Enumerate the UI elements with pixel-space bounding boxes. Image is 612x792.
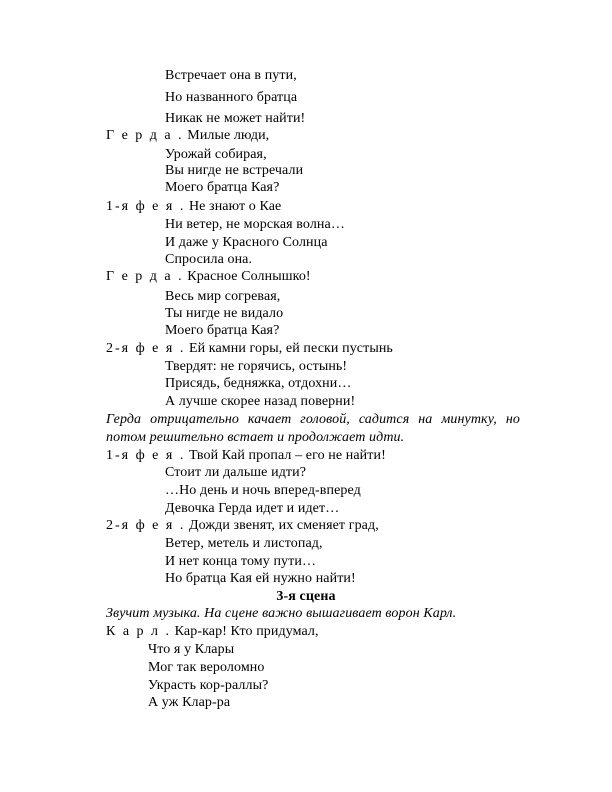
line-text: Милые люди,: [187, 128, 270, 143]
verse-line: Но братца Кая ей нужно найти!: [165, 571, 356, 586]
stage-direction: Звучит музыка. На сцене важно вышагивает ворон Карл.: [106, 606, 457, 621]
verse-line: Присядь, бедняжка, отдохни…: [165, 376, 352, 391]
line-text: Красное Солнышко!: [187, 269, 311, 284]
verse-line: И даже у Красного Солнца: [165, 235, 328, 250]
verse-line: Урожай собирая,: [165, 147, 267, 162]
dialogue-line: [106, 517, 379, 534]
speaker-name: Г е р д а .: [106, 128, 184, 143]
speaker-name: 1-я ф е я .: [106, 448, 186, 463]
speaker-name: 1-я ф е я .: [106, 199, 186, 214]
dialogue-line: [106, 268, 311, 285]
line-text: Дожди звенят, их сменяет град,: [188, 518, 379, 533]
verse-line: Моего братца Кая?: [165, 180, 280, 195]
verse-line: А лучше скорее назад поверни!: [165, 394, 356, 409]
verse-line: Весь мир согревая,: [165, 289, 281, 304]
dialogue-line: [106, 127, 269, 144]
verse-line: Украсть кор-раллы?: [148, 678, 269, 693]
verse-line: Никак не может найти!: [165, 111, 306, 126]
verse-line: …Но день и ночь вперед-вперед: [165, 483, 361, 498]
stage-direction: Герда отрицательно качает головой, садится на минутку, но: [106, 412, 520, 427]
line-text: Твой Кай пропал – его не найти!: [188, 448, 386, 463]
stage-direction: потом решительно встает и продолжает идти.: [106, 430, 405, 445]
verse-line: А уж Клар-ра: [148, 695, 231, 710]
verse-line: Стоит ли дальше идти?: [165, 465, 307, 480]
dialogue-line: [106, 447, 386, 464]
verse-line: Но названного братца: [165, 90, 298, 105]
verse-line: Вы нигде не встречали: [165, 163, 304, 178]
speaker-name: Г е р д а .: [106, 269, 184, 284]
verse-line: Девочка Герда идет и идет…: [165, 501, 340, 516]
verse-line: Что я у Клары: [148, 642, 235, 657]
dialogue-line: [106, 198, 281, 215]
speaker-name: 2-я ф е я .: [106, 341, 186, 356]
scene-heading: 3-я сцена: [276, 589, 336, 604]
dialogue-line: [106, 340, 393, 357]
verse-line: И нет конца тому пути…: [165, 554, 317, 569]
verse-line: Ни ветер, не морская волна…: [165, 217, 345, 232]
line-text: Кар-кар! Кто придумал,: [174, 624, 319, 639]
verse-line: Твердят: не горячись, остынь!: [165, 359, 348, 374]
line-text: Ей камни горы, ей пески пустынь: [188, 341, 393, 356]
dialogue-line: [106, 623, 319, 640]
speaker-name: 2-я ф е я .: [106, 518, 186, 533]
line-text: Не знают о Кае: [188, 199, 282, 214]
speaker-name: К а р л .: [106, 624, 172, 639]
verse-line: Встречает она в пути,: [165, 68, 297, 83]
verse-line: Спросила она.: [165, 252, 253, 267]
verse-line: Моего братца Кая?: [165, 323, 280, 338]
verse-line: Мог так вероломно: [148, 660, 265, 675]
verse-line: Ветер, метель и листопад,: [165, 536, 323, 551]
verse-line: Ты нигде не видало: [165, 306, 284, 321]
